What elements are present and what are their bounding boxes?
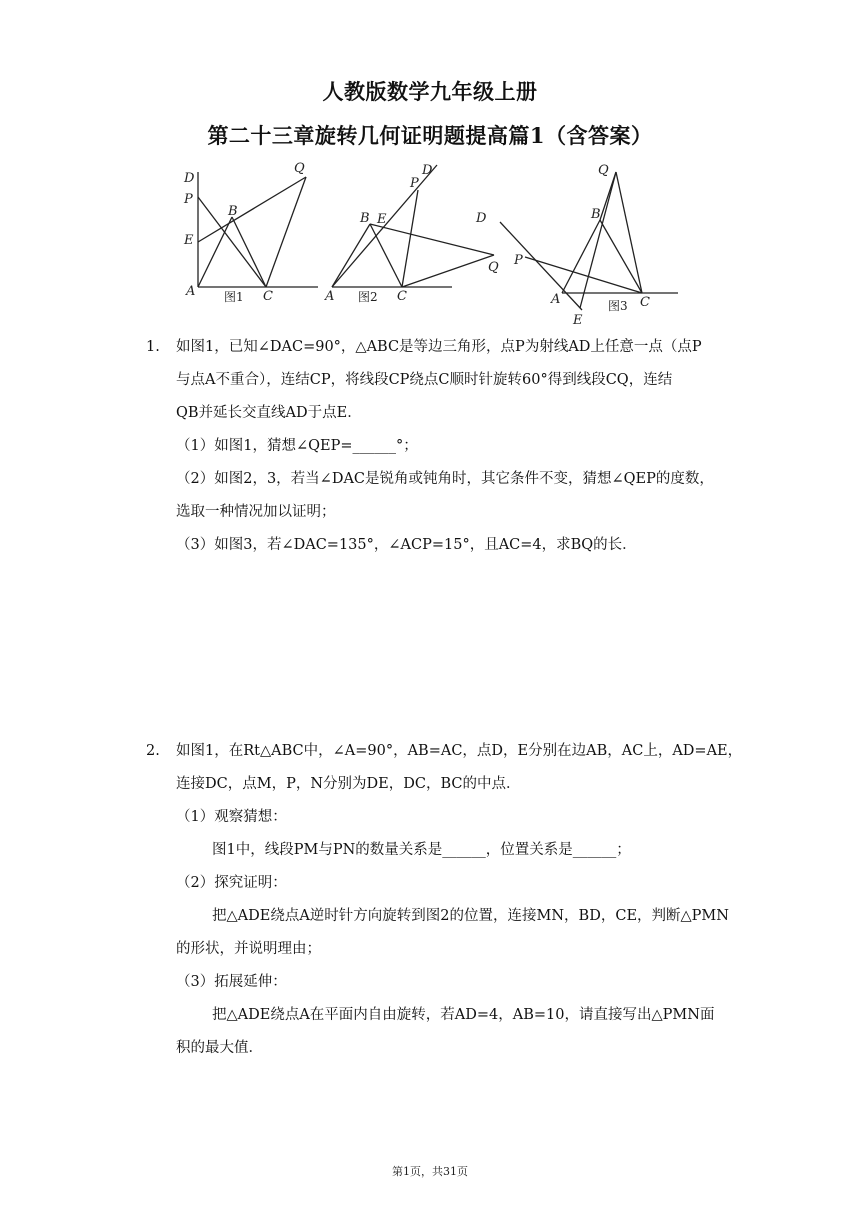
fig3-label-P: P: [514, 253, 523, 268]
fig1-label-E: E: [184, 233, 194, 248]
fig1-label-C: C: [263, 289, 273, 304]
fig2-label-Q: Q: [488, 260, 499, 275]
section-text-2: 把△ADE绕点A逆时针方向旋转到图2的位置，连接MN，BD，CE，判断△PMN: [212, 908, 729, 924]
problem-2: [146, 735, 743, 1065]
section-text-1: 图1中，线段PM与PN的数量关系是______，位置关系是______；: [212, 842, 631, 858]
fig1-label-Q: Q: [294, 161, 305, 176]
fig1-label-D: D: [184, 171, 195, 186]
fig2-label-E: E: [377, 212, 387, 227]
figure-1: [198, 172, 318, 287]
fig1-label-A: A: [186, 284, 196, 299]
section-text-3: 把△ADE绕点A在平面内自由旋转，若AD=4，AB=10，请直接写出△PMN面: [212, 1007, 715, 1023]
problem-text: QB并延长交直线AD于点E．: [176, 405, 362, 421]
section-text-2-cont: 的形状，并说明理由；: [176, 941, 321, 957]
fig1-caption: 图1: [224, 290, 244, 304]
section-heading-1: （1）观察猜想：: [176, 809, 287, 825]
fig2-label-P: P: [410, 176, 419, 191]
fig2-caption: 图2: [358, 290, 378, 304]
fig3-label-C: C: [640, 295, 650, 310]
section-heading-2: （2）探究证明：: [176, 875, 287, 891]
fig3-label-Q: Q: [598, 163, 609, 178]
fig2-label-C: C: [397, 289, 407, 304]
fig3-label-B: B: [591, 207, 601, 222]
problem-1: [146, 331, 726, 562]
fig3-label-D: D: [476, 211, 487, 226]
problem-text: 如图1，已知∠DAC=90°，△ABC是等边三角形，点P为射线AD上任意一点（点P: [176, 339, 702, 355]
sub-question-1: （1）如图1，猜想∠QEP=______°；: [176, 438, 418, 454]
problem-text: 如图1，在Rt△ABC中，∠A=90°，AB=AC，点D，E分别在边AB，AC上，AD=AE，: [176, 743, 743, 759]
fig1-label-B: B: [228, 204, 238, 219]
fig3-caption: 图3: [608, 299, 628, 313]
problem-text: 与点A不重合），连结CP，将线段CP绕点C顺时针旋转60°得到线段CQ，连结: [176, 372, 673, 388]
section-text-3-cont: 积的最大值．: [176, 1040, 263, 1056]
problem-number: 1.: [146, 339, 160, 355]
doc-subtitle: 第二十三章旋转几何证明题提高篇1（含答案）: [207, 123, 653, 148]
fig3-label-E: E: [573, 313, 583, 328]
page-footer: 第1页，共31页: [392, 1165, 468, 1178]
doc-title: 人教版数学九年级上册: [322, 79, 538, 104]
fig2-label-A: A: [325, 289, 335, 304]
section-heading-3: （3）拓展延伸：: [176, 974, 287, 990]
fig3-label-A: A: [551, 292, 561, 307]
problem-text: 连接DC，点M，P，N分别为DE，DC，BC的中点．: [176, 776, 521, 792]
figure-3: [500, 172, 678, 310]
sub-question-2-cont: 选取一种情况加以证明；: [176, 504, 336, 520]
problem-number: 2.: [146, 743, 160, 759]
sub-question-3: （3）如图3，若∠DAC=135°，∠ACP=15°，且AC=4，求BQ的长．: [176, 537, 637, 553]
geometry-figures: [170, 160, 690, 330]
fig1-label-P: P: [184, 192, 193, 207]
fig2-label-D: D: [422, 163, 433, 178]
sub-question-2: （2）如图2，3，若当∠DAC是锐角或钝角时，其它条件不变，猜想∠QEP的度数，: [176, 471, 714, 487]
fig2-label-B: B: [360, 211, 370, 226]
